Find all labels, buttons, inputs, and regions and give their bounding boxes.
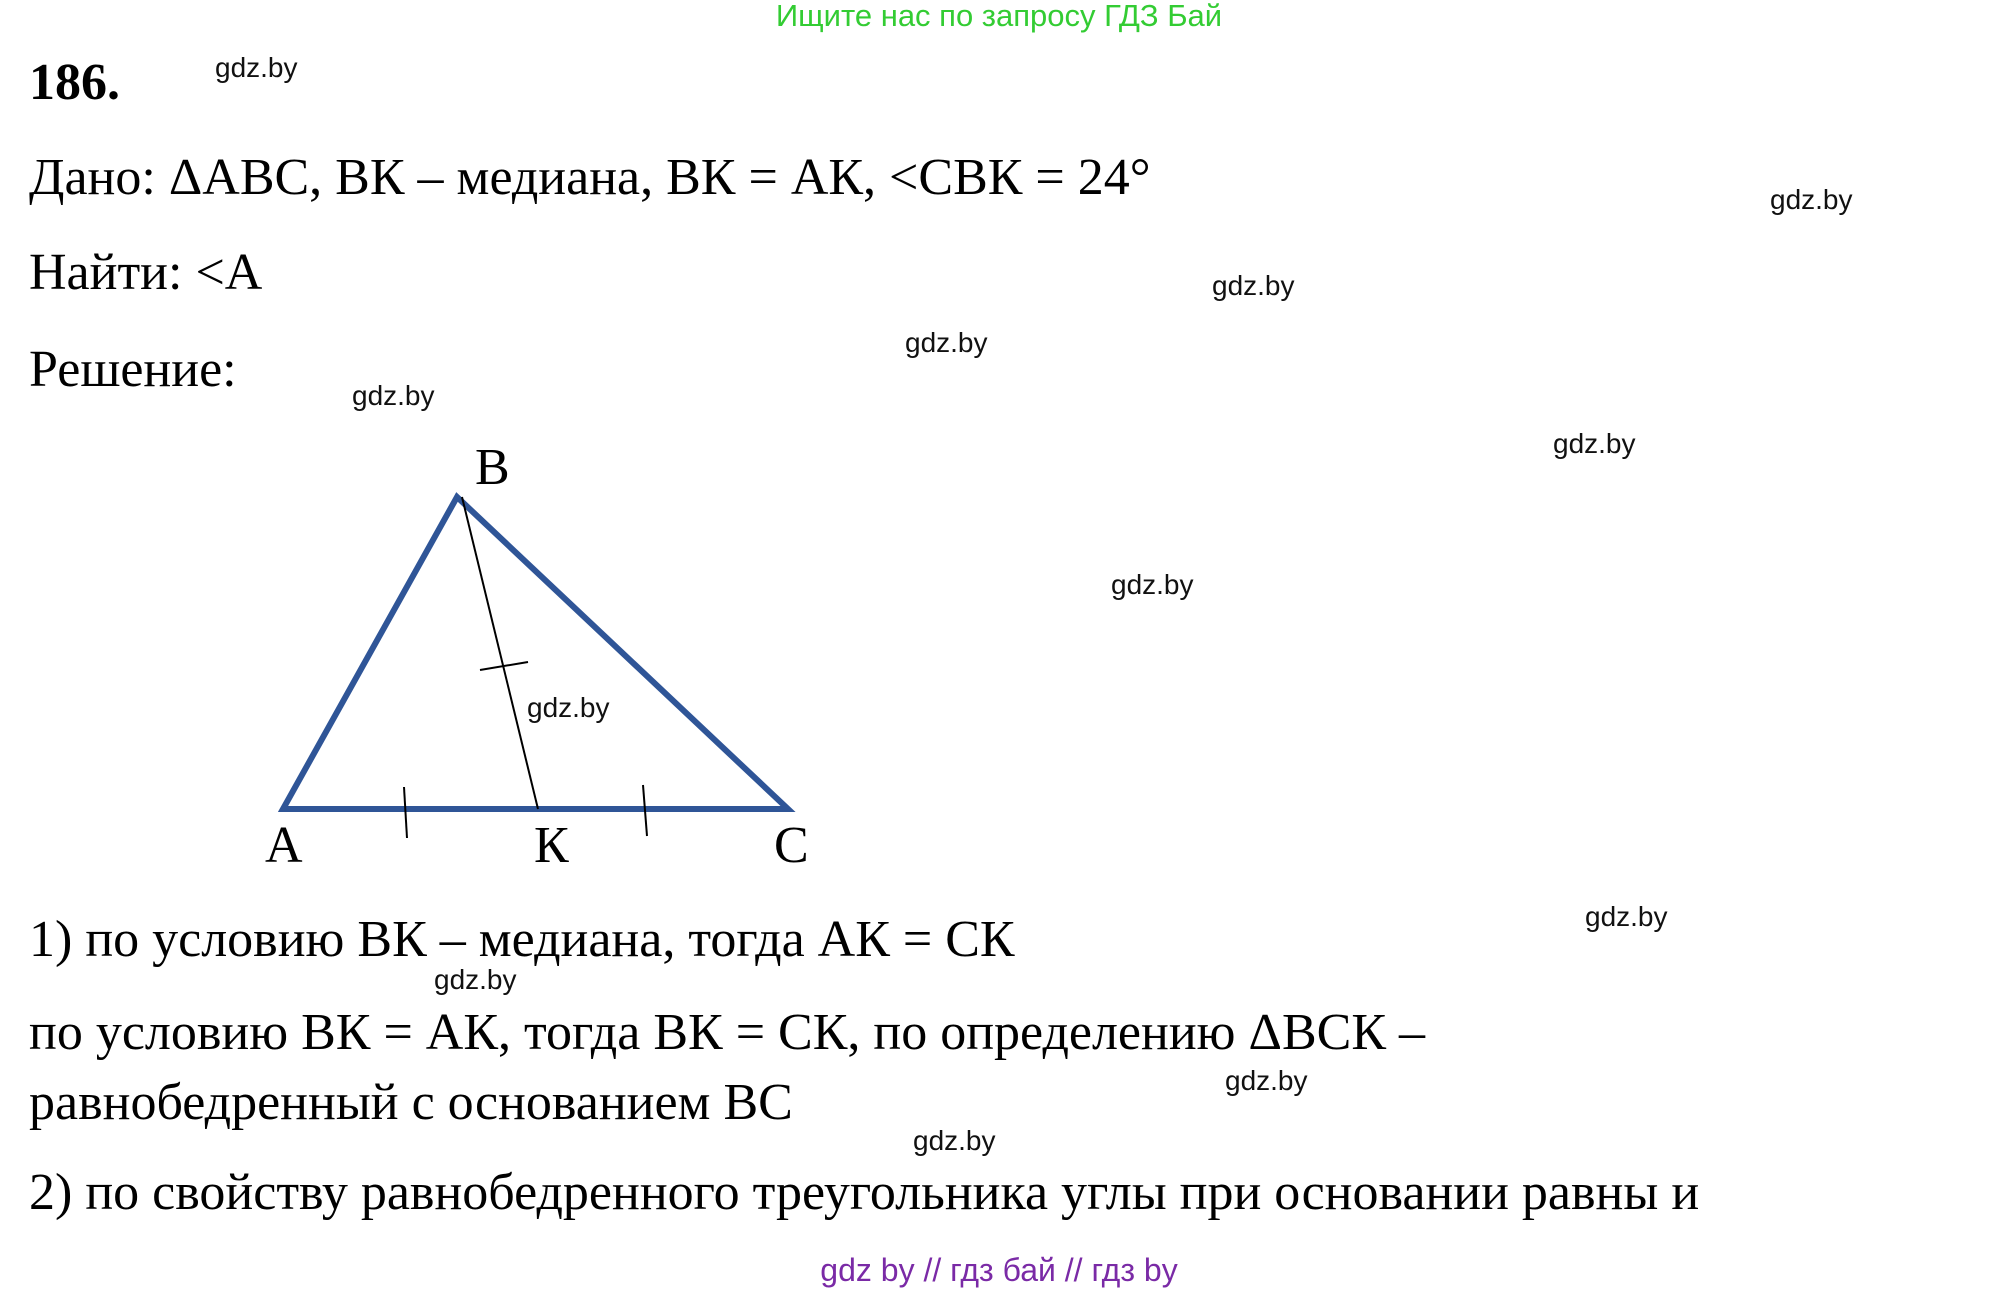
watermark: gdz.by	[1212, 270, 1295, 301]
vertex-k-label: К	[534, 817, 569, 874]
watermark: gdz.by	[352, 380, 435, 411]
tick-ak	[404, 787, 407, 838]
problem-number: 186.	[29, 54, 120, 111]
solution-label: Решение:	[29, 341, 237, 398]
watermark: gdz.by	[215, 52, 298, 83]
triangle-abc	[283, 497, 788, 809]
step1-line3: равнобедренный с основанием ВС	[29, 1074, 793, 1131]
watermark: gdz.by	[1770, 184, 1853, 215]
vertex-b-label: В	[475, 439, 510, 496]
watermark: gdz.by	[434, 964, 517, 995]
step1-line2: по условию ВК = АК, тогда ВК = СК, по определению ΔВСК –	[29, 1004, 1426, 1061]
vertex-c-label: С	[774, 817, 809, 874]
vertex-a-label: А	[265, 817, 303, 874]
watermark: gdz.by	[913, 1125, 996, 1156]
watermark: gdz.by	[1111, 569, 1194, 600]
watermark: gdz.by	[1225, 1065, 1308, 1096]
footer-watermark: gdz by // гдз бай // гдз by	[820, 1252, 1178, 1288]
find-line: Найти: <А	[29, 244, 263, 301]
watermark: gdz.by	[527, 692, 610, 723]
watermark: gdz.by	[1585, 901, 1668, 932]
given-line: Дано: ΔАВС, ВК – медиана, ВК = АК, <СВК = 24°	[29, 149, 1151, 206]
step2-line1: 2) по свойству равнобедренного треугольника углы при основании равны и	[29, 1164, 1700, 1221]
watermark: gdz.by	[1553, 428, 1636, 459]
step1-line1: 1) по условию ВК – медиана, тогда АК = СК	[29, 911, 1015, 968]
median-bk	[462, 497, 538, 809]
top-banner: Ищите нас по запросу ГДЗ Бай	[775, 0, 1223, 33]
watermark: gdz.by	[905, 327, 988, 358]
